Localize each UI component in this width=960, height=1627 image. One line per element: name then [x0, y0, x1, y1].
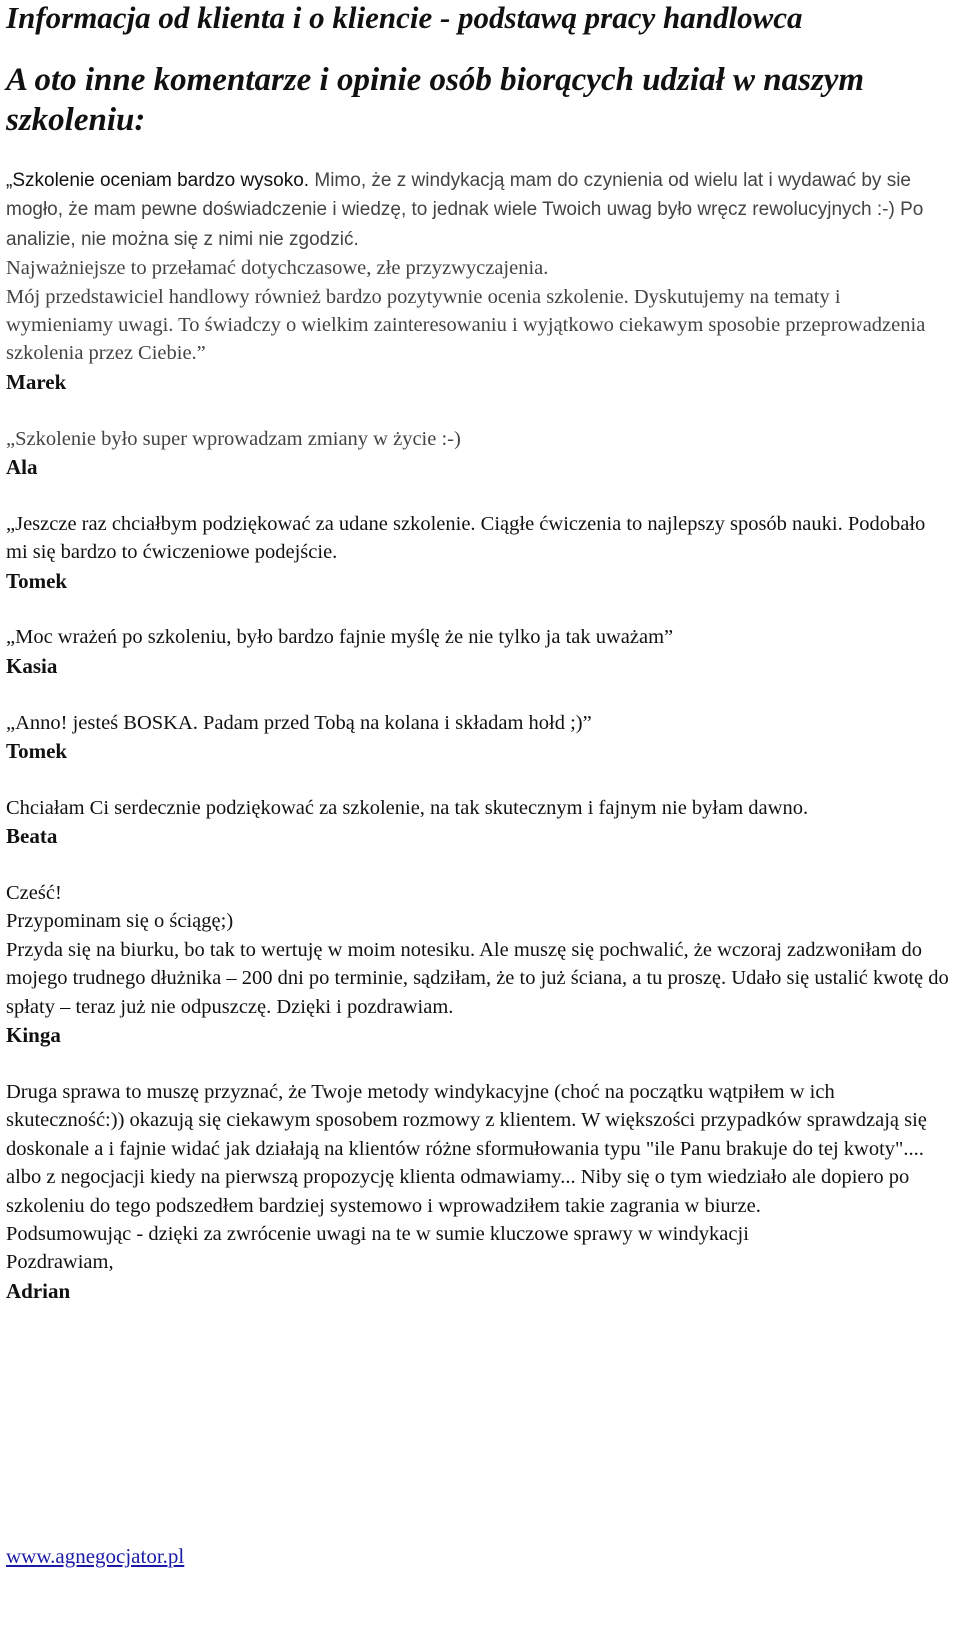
testimonial-text: „Szkolenie było super wprowadzam zmiany w życie :-)	[6, 427, 461, 450]
testimonial-text-remainder: Mimo, że z windykacją mam do czynienia od wielu lat i wydawać by sie mogło, że mam pewne doświadczenie i wiedzę, to jednak wiele Twoich uwag było wręcz rewolucyjnych :-) Po analizie, nie można się z nimi nie zgodzić.	[6, 170, 924, 250]
testimonial-text: Druga sprawa to muszę przyznać, że Twoje metody windykacyjne (choć na początku wątpiłem w ich skuteczność:)) okazują się ciekawym sposobem rozmowy z klientem. W większości przypadków sprawdzają się doskonale a i fajnie widać jak działają na klientów różne sformułowania typu "ile Panu brakuje do tej kwoty".... albo z negocjacji kiedy na pierwszą propozycję klienta odmawiamy... Niby się o tym wiedziało ale dopiero po szkoleniu do tego podszedłem bardziej systemowo i wprowadziłem takie zagrania w biurze.	[6, 1080, 927, 1217]
testimonial-text: „Moc wrażeń po szkoleniu, było bardzo fajnie myślę że nie tylko ja tak uważam”	[6, 626, 674, 649]
testimonial-text: „Anno! jesteś BOSKA. Padam przed Tobą na kolana i składam hołd ;)”	[6, 711, 592, 734]
document-title: Informacja od klienta i o kliencie - podstawą pracy handlowca	[6, 0, 803, 35]
testimonial-ala	[6, 425, 950, 482]
testimonial-author: Tomek	[6, 739, 68, 764]
testimonial-adrian	[6, 1078, 950, 1305]
testimonial-author: Kinga	[6, 1023, 61, 1048]
testimonial-line: Przypominam się o ściągę;)	[6, 910, 234, 933]
section-heading: A oto inne komentarze i opinie osób biorących udział w naszym szkoleniu:	[6, 62, 865, 138]
testimonial-text: Chciałam Ci serdecznie podziękować za szkolenie, na tak skutecznym i fajnym nie byłam dawno.	[6, 796, 809, 819]
testimonial-author: Ala	[6, 455, 38, 480]
testimonial-tomek-2	[6, 709, 950, 766]
testimonial-marek	[6, 166, 950, 396]
testimonial-paragraph-3: Mój przedstawiciel handlowy również bardzo pozytywnie ocenia szkolenie. Dyskutujemy na tematy i wymieniamy uwagi. To świadczy o wielkim zainteresowaniu i wyjątkowo ciekawym sposobie przeprowadzenia szkolenia przez Ciebie.”	[6, 285, 926, 365]
testimonial-closing: Pozdrawiam,	[6, 1251, 114, 1274]
testimonial-text-opening: „Szkolenie oceniam bardzo wysoko.	[6, 170, 315, 191]
testimonial-author: Kasia	[6, 653, 58, 678]
testimonial-text: „Jeszcze raz chciałbym podziękować za udane szkolenie. Ciągłe ćwiczenia to najlepszy sposób nauki. Podobało mi się bardzo to ćwiczeniowe podejście.	[6, 512, 926, 564]
testimonial-author: Adrian	[6, 1278, 71, 1303]
testimonial-author: Beata	[6, 824, 58, 849]
testimonial-author: Tomek	[6, 568, 68, 593]
testimonial-kasia	[6, 623, 950, 680]
testimonial-kinga	[6, 879, 950, 1049]
testimonial-paragraph-1	[6, 166, 950, 254]
testimonial-author: Marek	[6, 369, 67, 394]
testimonial-greeting: Cześć!	[6, 882, 62, 905]
footer-website-link[interactable]: www.agnegocjator.pl	[6, 1544, 185, 1568]
testimonial-paragraph-2: Najważniejsze to przełamać dotychczasowe, złe przyzwyczajenia.	[6, 257, 549, 280]
testimonial-tomek-1	[6, 510, 950, 595]
testimonial-text: Przyda się na biurku, bo tak to wertuję w moim notesiku. Ale muszę się pochwalić, że wczoraj zadzwoniłam do mojego trudnego dłużnika – 200 dni po terminie, sądziłam, że to już ściana, a tu proszę. Udało się ustalić kwotę do spłaty – teraz już nie odpuszczę. Dzięki i pozdrawiam.	[6, 938, 949, 1018]
document-page	[6, 0, 950, 1305]
testimonial-beata	[6, 794, 950, 851]
testimonial-summary: Podsumowując - dzięki za zwrócenie uwagi na te w sumie kluczowe sprawy w windykacji	[6, 1222, 749, 1245]
